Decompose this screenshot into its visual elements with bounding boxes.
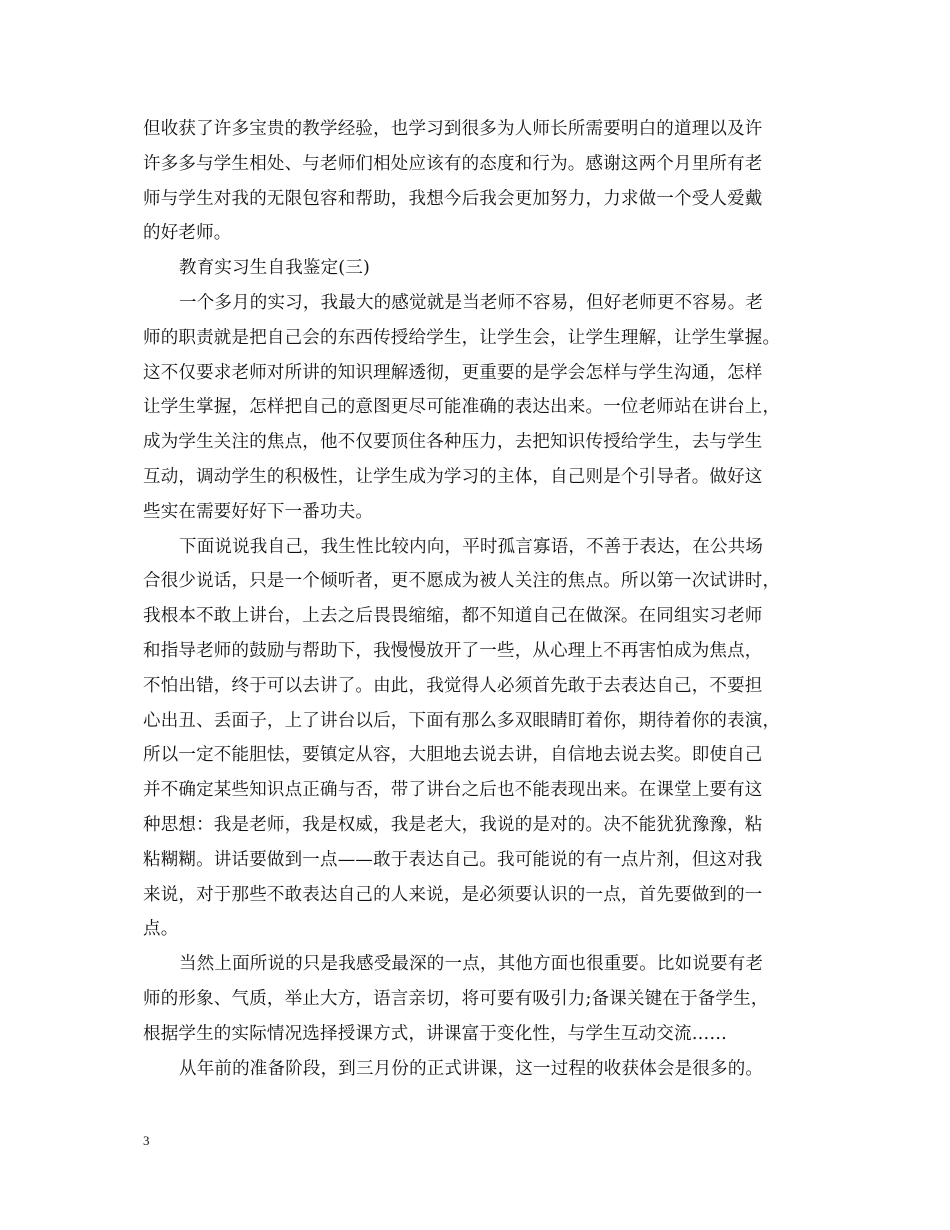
text-line: 当然上面所说的只是我感受最深的一点，其他方面也很重要。比如说要有老 bbox=[179, 954, 764, 975]
text-line: 许多多与学生相处、与老师们相处应该有的态度和行为。感谢这两个月里所有老 bbox=[143, 153, 763, 174]
text-line: 点。 bbox=[143, 919, 179, 940]
text-line: 并不确定某些知识点正确与否，带了讲台之后也不能表现出来。在课堂上要有这 bbox=[143, 780, 763, 801]
text-line: 从年前的准备阶段，到三月份的正式讲课，这一过程的收获体会是很多的。 bbox=[179, 1058, 764, 1079]
text-line: 所以一定不能胆怯，要镇定从容，大胆地去说去讲，自信地去说去奖。即使自己 bbox=[143, 745, 763, 766]
page-number: 3 bbox=[143, 1133, 150, 1148]
section-heading: 教育实习生自我鉴定(三) bbox=[179, 258, 371, 279]
text-line: 师与学生对我的无限包容和帮助，我想今后我会更加努力，力求做一个受人爱戴 bbox=[143, 188, 763, 209]
text-line: 但收获了许多宝贵的教学经验，也学习到很多为人师长所需要明白的道理以及许 bbox=[143, 119, 763, 139]
text-line: 我根本不敢上讲台，上去之后畏畏缩缩，都不知道自己在做深。在同组实习老师 bbox=[143, 606, 763, 627]
text-line: 成为学生关注的焦点，他不仅要顶住各种压力，去把知识传授给学生，去与学生 bbox=[143, 432, 763, 453]
text-line: 这不仅要求老师对所讲的知识理解透彻，更重要的是学会怎样与学生沟通，怎样 bbox=[143, 362, 763, 383]
text-line: 不怕出错，终于可以去讲了。由此，我觉得人必须首先敢于去表达自己，不要担 bbox=[143, 675, 763, 696]
text-line: 合很少说话，只是一个倾听者，更不愿成为被人关注的焦点。所以第一次试讲时， bbox=[143, 571, 781, 592]
text-line: 粘糊糊。讲话要做到一点——敢于表达自己。我可能说的有一点片剂，但这对我 bbox=[143, 849, 763, 870]
text-line: 心出丑、丢面子，上了讲台以后，下面有那么多双眼睛盯着你，期待着你的表演， bbox=[143, 710, 781, 731]
text-line: 师的职责就是把自己会的东西传授给学生，让学生会，让学生理解，让学生掌握。 bbox=[143, 327, 781, 348]
text-line: 的好老师。 bbox=[143, 223, 232, 244]
text-line: 一个多月的实习，我最大的感觉就是当老师不容易，但好老师更不容易。老 bbox=[179, 292, 764, 313]
text-line: 让学生掌握，怎样把自己的意图更尽可能准确的表达出来。一位老师站在讲台上， bbox=[143, 397, 781, 418]
text-line: 些实在需要好好下一番功夫。 bbox=[143, 501, 374, 522]
text-line: 来说，对于那些不敢表达自己的人来说，是必须要认识的一点，首先要做到的一 bbox=[143, 884, 763, 905]
document-body bbox=[143, 112, 815, 1086]
text-line: 下面说说我自己，我生性比较内向，平时孤言寡语，不善于表达，在公共场 bbox=[179, 536, 764, 557]
text-line: 和指导老师的鼓励与帮助下，我慢慢放开了一些，从心理上不再害怕成为焦点， bbox=[143, 640, 763, 661]
text-line: 种思想：我是老师，我是权威，我是老大，我说的是对的。决不能犹犹豫豫，粘 bbox=[143, 814, 763, 835]
text-line: 根据学生的实际情况选择授课方式，讲课富于变化性，与学生互动交流…… bbox=[143, 1023, 728, 1044]
text-line: 师的形象、气质，举止大方，语言亲切，将可要有吸引力;备课关键在于备学生， bbox=[143, 988, 769, 1009]
text-line: 互动，调动学生的积极性，让学生成为学习的主体，自己则是个引导者。做好这 bbox=[143, 466, 763, 487]
